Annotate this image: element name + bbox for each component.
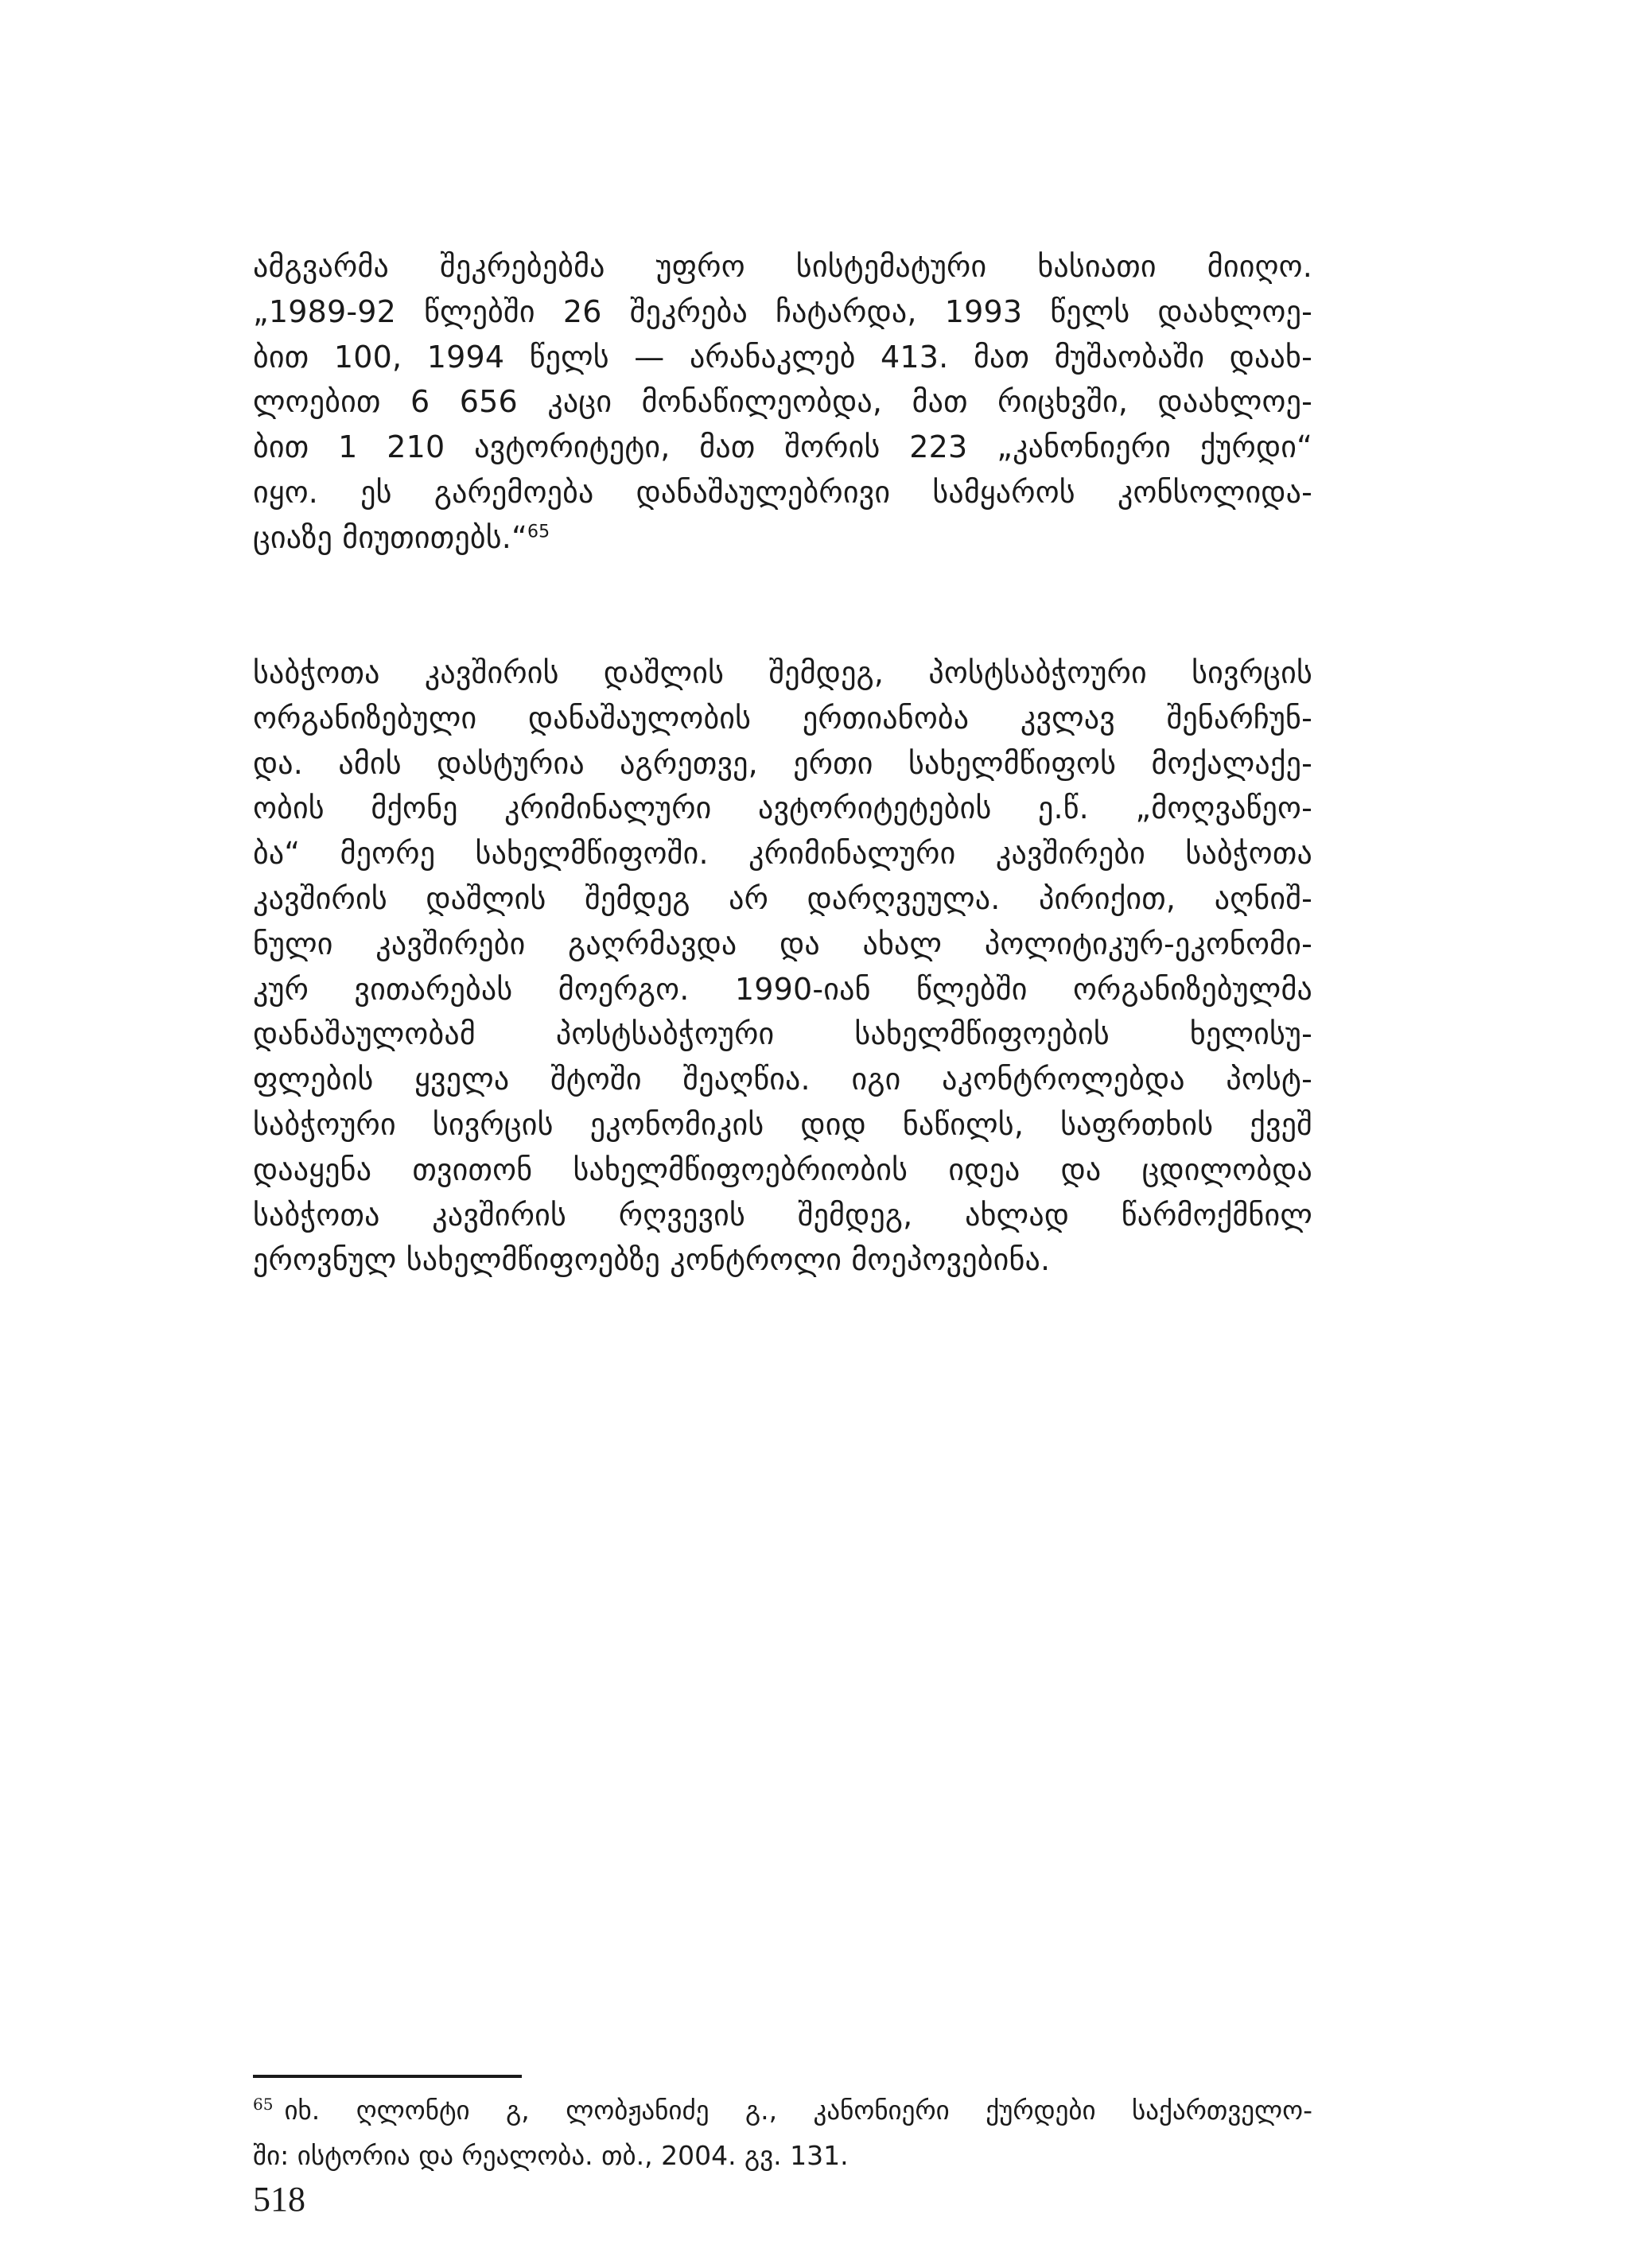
- paragraph-2-line: ფლების ყველა შტოში შეაღწია. იგი აკონტროლებდა პოსტ-: [253, 1062, 1312, 1097]
- paragraph-1-last-line: [253, 515, 1312, 561]
- footnote-text: იხ. ღლონტი გ, ლობჟანიძე გ., კანონიერი ქურდები საქართველო-: [284, 2095, 1312, 2126]
- paragraph-2-line: ბა“ მეორე სახელმწიფოში. კრიმინალური კავშირები საბჭოთა: [253, 836, 1312, 872]
- paragraph-1-line: იყო. ეს გარემოება დანაშაულებრივი სამყაროს კონსოლიდა-: [253, 474, 1312, 510]
- paragraph-2-line: საბჭოთა კავშირის რღვევის შემდეგ, ახლად წარმოქმნილ: [253, 1197, 1312, 1233]
- paragraph-2-line: საბჭოთა კავშირის დაშლის შემდეგ, პოსტსაბჭოური სივრცის: [253, 655, 1312, 690]
- paragraph-1-line: ბით 1 210 ავტორიტეტი, მათ შორის 223 „კანონიერი ქურდი“: [253, 429, 1312, 465]
- paragraph-1-line: ციაზე მიუთითებს.“: [253, 519, 527, 555]
- page-number: 518: [253, 2180, 305, 2219]
- paragraph-2-line: დანაშაულობამ პოსტსაბჭოური სახელმწიფოების ხელისუ-: [253, 1016, 1312, 1052]
- footnote-line: ში: ისტორია და რეალობა. თბ., 2004. გვ. 131.: [253, 2139, 849, 2171]
- paragraph-2-line: ობის მქონე კრიმინალური ავტორიტეტების ე.წ. „მოღვაწეო-: [253, 790, 1312, 826]
- paragraph-2-line: საბჭოური სივრცის ეკონომიკის დიდ ნაწილს, საფრთხის ქვეშ: [253, 1106, 1312, 1142]
- paragraph-2-line: დააყენა თვითონ სახელმწიფოებრიობის იდეა და ცდილობდა: [253, 1151, 1312, 1187]
- paragraph-2-line: კავშირის დაშლის შემდეგ არ დარღვეულა. პირიქით, აღნიშ-: [253, 880, 1312, 916]
- paragraph-2-line: ნული კავშირები გაღრმავდა და ახალ პოლიტიკურ-ეკონომი-: [253, 926, 1312, 961]
- paragraph-1-line: ლოებით 6 656 კაცი მონაწილეობდა, მათ რიცხვში, დაახლოე-: [253, 384, 1312, 420]
- footnote-line: [253, 2088, 1312, 2134]
- footnote: [253, 2088, 1312, 2179]
- paragraph-1-line: ამგვარმა შეკრებებმა უფრო სისტემატური ხასიათი მიიღო.: [253, 249, 1312, 284]
- footnote-divider: [253, 2075, 522, 2078]
- footnote-reference[interactable]: 65: [527, 522, 550, 542]
- paragraph-2-line: კურ ვითარებას მოერგო. 1990-იან წლებში ორგანიზებულმა: [253, 971, 1312, 1007]
- paragraph-1-line: ბით 100, 1994 წელს — არანაკლებ 413. მათ მუშაობაში დაახ-: [253, 339, 1312, 375]
- paragraph-2-line: და. ამის დასტურია აგრეთვე, ერთი სახელმწიფოს მოქალაქე-: [253, 745, 1312, 781]
- paragraph-1-line: „1989-92 წლებში 26 შეკრება ჩატარდა, 1993 წელს დაახლოე-: [253, 293, 1312, 329]
- paragraph-2-line: ეროვნულ სახელმწიფოებზე კონტროლი მოეპოვებინა.: [253, 1242, 1051, 1278]
- paragraph-2: [253, 650, 1312, 1283]
- paragraph-1: [253, 244, 1312, 561]
- footnote-number: 65: [253, 2095, 274, 2114]
- paragraph-2-line: ორგანიზებული დანაშაულობის ერთიანობა კვლავ შენარჩუნ-: [253, 700, 1312, 736]
